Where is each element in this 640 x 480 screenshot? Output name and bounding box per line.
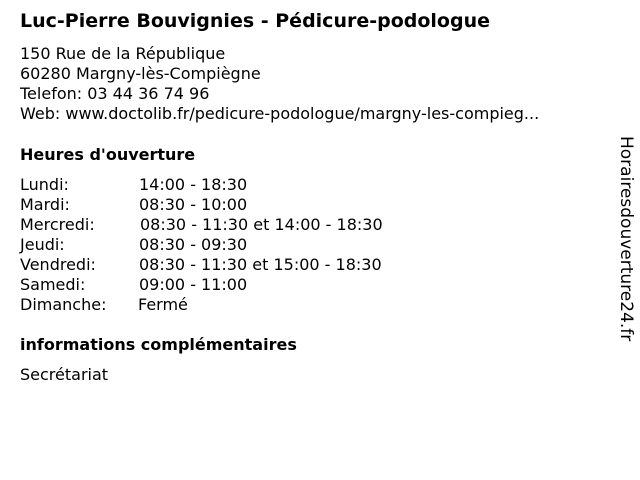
time-value: 08:30 - 11:30 et 15:00 - 18:30 (139, 255, 382, 274)
city-address: 60280 Margny-lès-Compiègne (20, 64, 261, 83)
day-label: Vendredi: (20, 255, 96, 274)
site-watermark: Horairesdouverture24.fr (616, 136, 636, 342)
page-title: Luc-Pierre Bouvignies - Pédicure-podologue (20, 10, 490, 32)
contact-info (20, 44, 539, 124)
time-value: 08:30 - 11:30 et 14:00 - 18:30 (140, 215, 383, 234)
time-value: 09:00 - 11:00 (139, 275, 248, 294)
time-value: 14:00 - 18:30 (139, 175, 248, 194)
day-label: Jeudi: (20, 235, 65, 254)
day-label: Samedi: (20, 275, 86, 294)
phone-number: Telefon: 03 44 36 74 96 (20, 84, 210, 103)
time-value: 08:30 - 09:30 (139, 235, 248, 254)
street-address: 150 Rue de la République (20, 44, 226, 63)
website-link: Web: www.doctolib.fr/pedicure-podologue/margny-les-compieg... (20, 104, 540, 123)
day-label: Mardi: (20, 195, 70, 214)
hours-heading: Heures d'ouverture (20, 145, 196, 164)
extra-info-heading: informations complémentaires (20, 335, 297, 354)
day-label: Dimanche: (20, 295, 107, 314)
day-label: Mercredi: (20, 215, 95, 234)
day-label: Lundi: (20, 175, 69, 194)
time-value: Fermé (138, 295, 188, 314)
time-value: 08:30 - 10:00 (139, 195, 248, 214)
extra-info-text: Secrétariat (20, 365, 109, 384)
